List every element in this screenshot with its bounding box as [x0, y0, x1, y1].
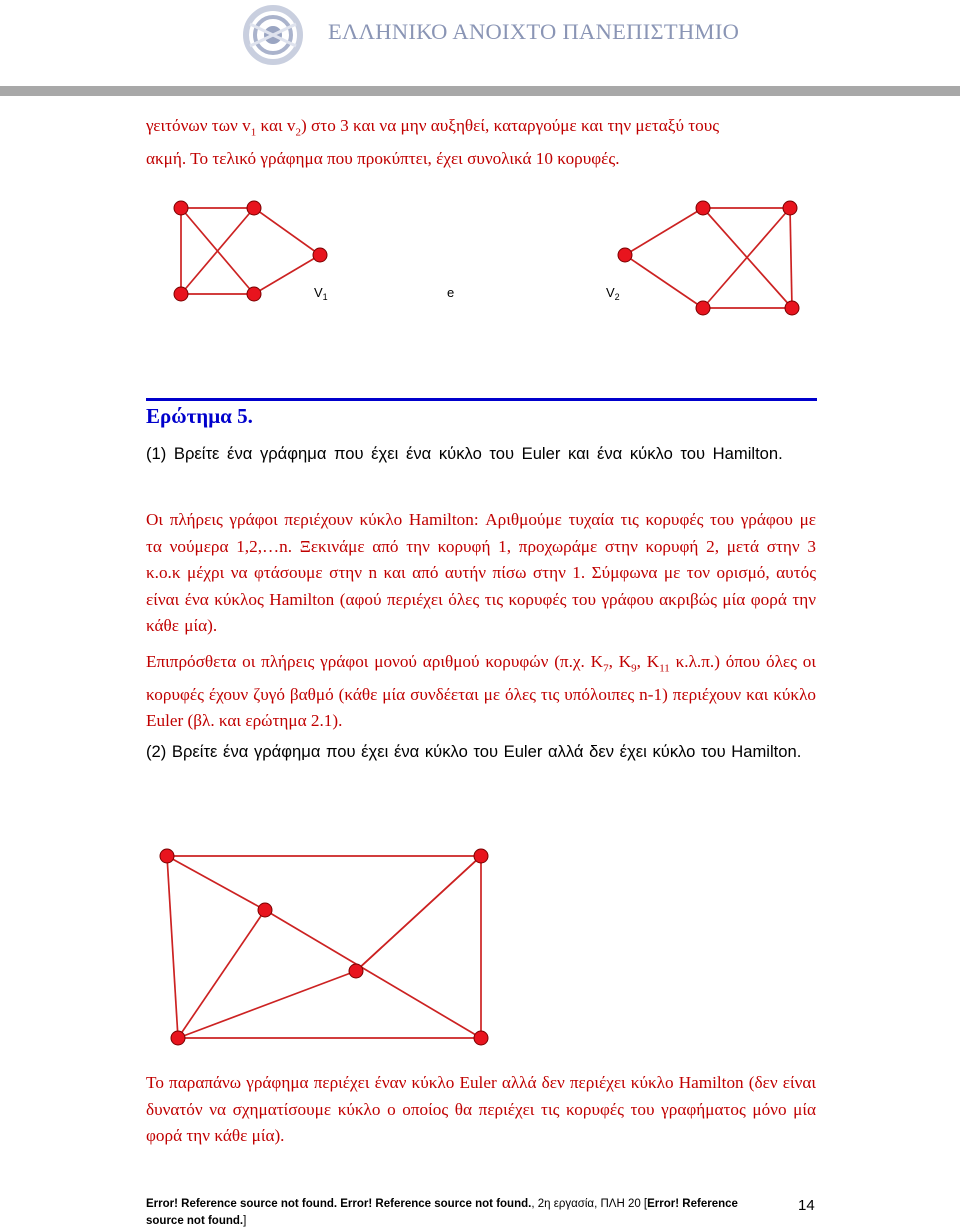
graph-vertex: [783, 201, 797, 215]
answer-paragraph-2: [146, 649, 816, 735]
graph-edge: [167, 856, 178, 1038]
answer-paragraph-3: Το παραπάνω γράφημα περιέχει έναν κύκλο Euler αλλά δεν περιέχει κύκλο Hamilton (δεν είναι δυνατόν να σχηματίσουμε κύκλο ο οποίος θα περιέχει τις κορυφές του γραφήματος μόνο μία φορά την κάθε μία).: [146, 1073, 816, 1145]
intro-text-line2: ακμή. Το τελικό γράφημα που προκύπτει, έχει συνολικά 10 κορυφές.: [146, 148, 620, 168]
graph-edge: [178, 971, 356, 1038]
page-footer: [146, 1196, 766, 1230]
answer2-text-b: , K: [608, 652, 632, 671]
graph-figure-2: [0, 830, 960, 1060]
graph-edge: [625, 208, 703, 255]
footer-course: , 2η εργασία, ΠΛΗ 20 [: [531, 1198, 648, 1210]
question-title: Ερώτημα 5.: [146, 404, 253, 428]
question-part-1: (1) Βρείτε ένα γράφημα που έχει ένα κύκλο του Euler και ένα κύκλο του Hamilton.: [146, 444, 783, 463]
university-name: ΕΛΛΗΝΙΚΟ ΑΝΟΙΧΤΟ ΠΑΝΕΠΙΣΤΗΜΙΟ: [328, 19, 740, 44]
footer-error-2: Error! Reference source not found.: [340, 1198, 532, 1210]
graph-edge: [254, 255, 320, 294]
graph-edge: [167, 856, 265, 910]
graph-vertex: [258, 903, 272, 917]
graph-vertex: [171, 1031, 185, 1045]
graph-vertex: [247, 201, 261, 215]
page-number: 14: [798, 1197, 815, 1214]
graph-vertex: [785, 301, 799, 315]
graph-edge: [265, 910, 481, 1038]
graph-vertex: [247, 287, 261, 301]
footer-error-3: Error! Reference source not found.: [146, 1198, 738, 1227]
graph-vertex: [349, 964, 363, 978]
intro-sub-2: 2: [295, 126, 302, 139]
answer2-text-d: κ.λ.π.) όπου όλες οι κορυφές έχουν ζυγό βαθμό (κάθε μία συνδέεται με όλες τις υπόλοιπες n-1) περιέχουν και κύκλο Euler (βλ. και ερώτημα 2.1).: [146, 652, 816, 731]
graph-vertex: [696, 301, 710, 315]
intro-text-b: και v: [256, 116, 296, 135]
graph-vertex: [174, 201, 188, 215]
label-v1: $V_1$: [314, 285, 328, 302]
figure2-edges: [167, 856, 481, 1038]
intro-sub-1: 1: [250, 126, 257, 139]
graph-vertex: [174, 287, 188, 301]
answer-paragraph-1: Οι πλήρεις γράφοι περιέχουν κύκλο Hamilton: Αριθμούμε τυχαία τις κορυφές του γράφου με τα νούμερα 1,2,…n. Ξεκινάμε από την κορυφή 1, προχωράμε στην κορυφή 2, μετά στην 3 κ.ο.κ μέχρι να φτάσουμε στην n και από αυτήν πίσω στην 1. Σύμφωνα με τον ορισμό, αυτός είναι ένα κύκλος Hamilton (αφού περιέχει όλες τις κορυφές του γράφου ακριβώς μία φορά την κάθε μία).: [146, 510, 816, 635]
graph-vertex-v1: [313, 248, 327, 262]
question-rule: [146, 398, 817, 401]
graph-edge: [254, 208, 320, 255]
footer-error-1: Error! Reference source not found.: [146, 1198, 338, 1210]
graph-vertex: [474, 849, 488, 863]
graph-vertex: [160, 849, 174, 863]
question-part-2: (2) Βρείτε ένα γράφημα που έχει ένα κύκλο του Euler αλλά δεν έχει κύκλο του Hamilton.: [146, 742, 802, 761]
graph-edge: [356, 856, 481, 971]
answer2-text-c: , K: [636, 652, 660, 671]
graph-figure-1: [0, 0, 960, 400]
graph-vertex: [474, 1031, 488, 1045]
graph-edge: [790, 208, 792, 308]
label-e: e: [447, 285, 455, 300]
answer2-sub-9: 9: [631, 662, 637, 675]
figure1-edges: [181, 208, 792, 308]
footer-bracket: ]: [243, 1215, 247, 1227]
graph-edge: [625, 255, 703, 308]
answer2-text-a: Επιπρόσθετα οι πλήρεις γράφοι μονού αριθμού κορυφών (π.χ. K: [146, 652, 604, 671]
answer2-sub-7: 7: [603, 662, 609, 675]
graph-vertex-v2: [618, 248, 632, 262]
intro-text-c: ) στο 3 και να μην αυξηθεί, καταργούμε και την μεταξύ τους: [301, 116, 720, 135]
graph-edge: [178, 910, 265, 1038]
label-v2: $V_2$: [606, 285, 620, 302]
intro-text-a: γειτόνων των v: [146, 116, 251, 135]
graph-vertex: [696, 201, 710, 215]
answer2-sub-11: 11: [659, 662, 670, 675]
